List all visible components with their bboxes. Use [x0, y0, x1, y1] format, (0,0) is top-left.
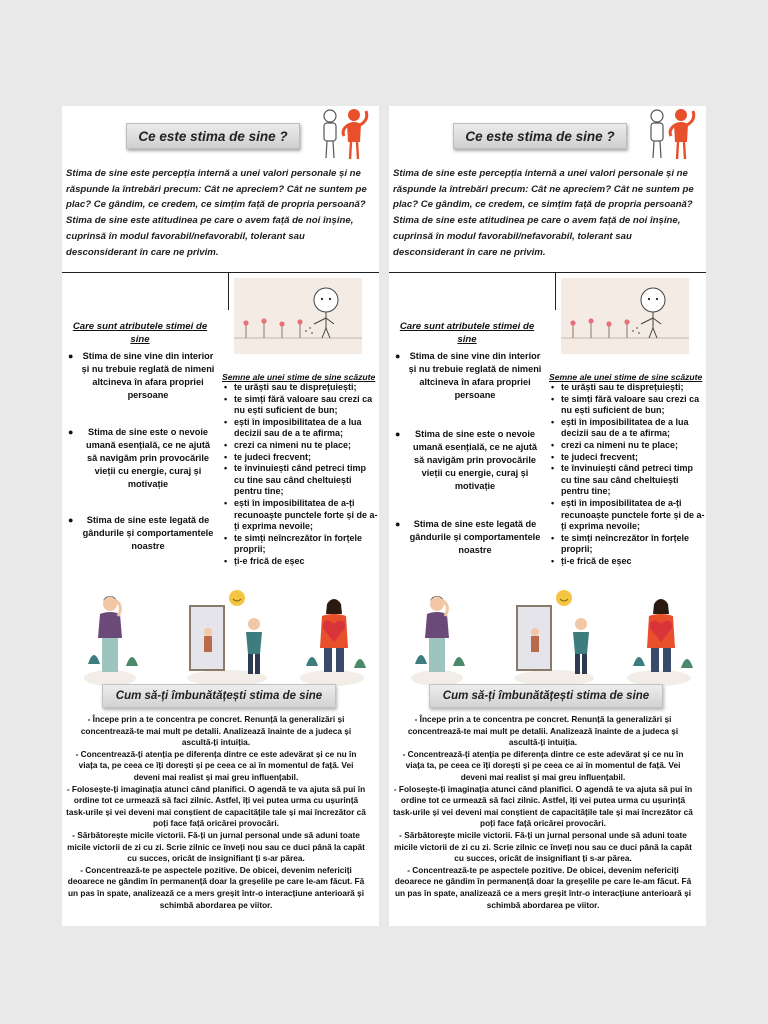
list-item: • te judeci frecvent;	[549, 452, 705, 464]
low-self-esteem-signs-list	[549, 382, 705, 568]
list-item: • ești în imposibilitatea de a-ți recunoaște punctele forte și de a-ți exprima nevoile;	[222, 498, 378, 533]
tip-item: - Concentrează-ți atenția pe diferența dintre ce este adevărat și ce nu în viața ta, pe ceea ce îți dorești și pe ceea ce ai în momentul de față. Vei deveni mai realist și mai greu influențabil.	[402, 748, 684, 782]
tip-item: - Începe prin a te concentra pe concret. Renunță la generalizări și concentrează-te mai mult pe detalii. Analizează înainte de a judeca și ascultă-ți intuiția.	[407, 714, 679, 748]
section-divider	[389, 272, 706, 273]
bullet-icon: ●	[68, 351, 74, 361]
attribute-item: ● Stima de sine este legată de gândurile și comportamentele noastre	[395, 519, 541, 555]
bullet-icon: ●	[395, 429, 401, 439]
bullet-icon: ●	[395, 519, 401, 529]
tip-item: - Folosește-ți imaginația atunci când planifici. O agendă te va ajuta să pui în ordine tot ce urmează să faci zilnic. Astfel, îți vei putea urma cu ușurință task-urile și vei deveni mai conștient de capacitățile tale și mai încrezător că poți face față oricărei provocări.	[66, 783, 366, 829]
attribute-item: ● Stima de sine este legată de gândurile și comportamentele noastre	[68, 515, 214, 551]
tip-item: - Concentrează-te pe aspectele pozitive. De obicei, devenim nefericiți deoarece ne gândim în permanență doar la greșelile pe care le-am făcut. Fă un pas în spate, analizează ce a mers greșit într-o interacțiune anterioară și schimbă abordarea pe viitor.	[394, 864, 692, 910]
section-divider	[62, 272, 379, 273]
list-item: • te simți fără valoare sau crezi ca nu ești suficient de bun;	[222, 394, 378, 417]
howto-title-box	[429, 684, 663, 708]
list-item: • te învinuiești când petreci timp cu tine sau când cheltuiești pentru tine;	[549, 463, 705, 498]
column-divider	[228, 272, 229, 310]
low-self-esteem-signs-list	[222, 382, 378, 568]
tips-paragraphs	[66, 714, 366, 911]
list-item: • ești în imposibilitatea de a-ți recunoaște punctele forte și de a-ți exprima nevoile;	[549, 498, 705, 533]
tip-item: - Concentrează-te pe aspectele pozitive. De obicei, devenim nefericiți deoarece ne gândim în permanență doar la greșelile pe care le-am făcut. Fă un pas în spate, analizează ce a mers greșit într-o interacțiune anterioară și schimbă abordarea pe viitor.	[67, 864, 365, 910]
list-item: • te urăști sau te disprețuiești;	[222, 382, 378, 394]
sad-and-strong-figures-icon	[314, 106, 372, 164]
attribute-item: ● Stima de sine vine din interior și nu trebuie reglată de nimeni altcineva în afara propriei persoane	[395, 351, 542, 400]
tip-item: - Sărbătorește micile victorii. Fă-ți un jurnal personal unde să aduni toate micile victorii de zi cu zi. Scrie zilnic ce înveți nou sau ce duci până la capăt cu succes, oricât de insignifiant ți s-ar părea.	[67, 829, 365, 864]
low-self-esteem-signs-heading: Semne ale unei stime de sine scăzute	[549, 372, 703, 382]
title-box	[453, 123, 627, 149]
low-self-esteem-signs-heading: Semne ale unei stime de sine scăzute	[222, 372, 376, 382]
attribute-item: ● Stima de sine vine din interior și nu trebuie reglată de nimeni altcineva în afara propriei persoane	[68, 351, 215, 400]
list-item: • te simți fără valoare sau crezi ca nu ești suficient de bun;	[549, 394, 705, 417]
flyer-page-right	[389, 106, 706, 926]
howto-title-box	[102, 684, 336, 708]
list-item: • ți-e frică de eșec	[549, 556, 705, 568]
flyer-page-left	[62, 106, 379, 926]
list-item: • te urăști sau te disprețuiești;	[549, 382, 705, 394]
attribute-item: ● Stima de sine este o nevoie umană esențială, ce ne ajută să navigăm prin provocările vieții cu energie, curaj și motivație	[395, 429, 538, 491]
title-box	[126, 123, 300, 149]
list-item: • te simți neîncrezător în forțele proprii;	[549, 533, 705, 556]
bullet-icon: ●	[395, 351, 401, 361]
self-esteem-illustrations-image	[82, 586, 372, 686]
bullet-icon: ●	[68, 427, 74, 437]
howto-title: Cum să-ți îmbunătățești stima de sine	[115, 690, 323, 702]
list-item: • crezi ca nimeni nu te place;	[222, 440, 378, 452]
tips-paragraphs	[393, 714, 693, 911]
sad-and-strong-figures-icon	[641, 106, 699, 164]
list-item: • ești în imposibilitatea de a lua decizii sau de a te afirma;	[222, 417, 378, 440]
bullet-icon: ●	[68, 515, 74, 525]
attributes-heading: Care sunt atributele stimei de sine	[399, 321, 535, 345]
intro-paragraph: Stima de sine este percepția internă a unei valori personale și ne răspunde la întrebări precum: Cât ne apreciem? Cât ne suntem pe plac? Ce gândim, ce credem, ce simțim față de propria persoană? Stima de sine este atitudinea pe care o avem față de noi înșine, cuprinsă în modul favorabil/nefavorabil, tolerant sau desconsiderant în care ne privim.	[66, 168, 367, 258]
list-item: • ți-e frică de eșec	[222, 556, 378, 568]
list-item: • crezi ca nimeni nu te place;	[549, 440, 705, 452]
tip-item: - Concentrează-ți atenția pe diferența dintre ce este adevărat și ce nu în viața ta, pe ceea ce îți dorești și pe ceea ce ai în momentul de față. Vei deveni mai realist și mai greu influențabil.	[75, 748, 357, 782]
column-divider	[555, 272, 556, 310]
list-item: • ești în imposibilitatea de a lua decizii sau de a te afirma;	[549, 417, 705, 440]
lonely-figure-with-flowers-image	[234, 278, 362, 354]
tip-item: - Folosește-ți imaginația atunci când planifici. O agendă te va ajuta să pui în ordine tot ce urmează să faci zilnic. Astfel, îți vei putea urma cu ușurință task-urile și vei deveni mai conștient de capacitățile tale și mai încrezător că poți face față oricărei provocări.	[393, 783, 693, 829]
self-esteem-illustrations-image	[409, 586, 699, 686]
attributes-heading: Care sunt atributele stimei de sine	[72, 321, 208, 345]
howto-title: Cum să-ți îmbunătățești stima de sine	[442, 690, 650, 702]
list-item: • te judeci frecvent;	[222, 452, 378, 464]
intro-paragraph: Stima de sine este percepția internă a unei valori personale și ne răspunde la întrebări precum: Cât ne apreciem? Cât ne suntem pe plac? Ce gândim, ce credem, ce simțim față de propria persoană? Stima de sine este atitudinea pe care o avem față de noi înșine, cuprinsă în modul favorabil/nefavorabil, tolerant sau desconsiderant în care ne privim.	[393, 168, 694, 258]
tip-item: - Sărbătorește micile victorii. Fă-ți un jurnal personal unde să aduni toate micile victorii de zi cu zi. Scrie zilnic ce înveți nou sau ce duci până la capăt cu succes, oricât de insignifiant ți s-ar părea.	[394, 829, 692, 864]
lonely-figure-with-flowers-image	[561, 278, 689, 354]
list-item: • te simți neîncrezător în forțele proprii;	[222, 533, 378, 556]
page-title: Ce este stima de sine ?	[465, 128, 615, 144]
attribute-item: ● Stima de sine este o nevoie umană esențială, ce ne ajută să navigăm prin provocările vieții cu energie, curaj și motivație	[68, 427, 211, 489]
list-item: • te învinuiești când petreci timp cu tine sau când cheltuiești pentru tine;	[222, 463, 378, 498]
tip-item: - Începe prin a te concentra pe concret. Renunță la generalizări și concentrează-te mai mult pe detalii. Analizează înainte de a judeca și ascultă-ți intuiția.	[80, 714, 352, 748]
page-title: Ce este stima de sine ?	[138, 128, 288, 144]
